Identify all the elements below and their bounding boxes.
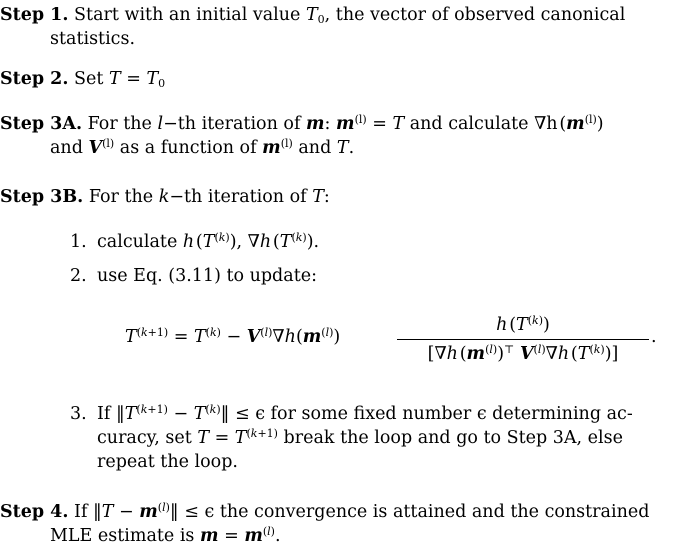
step-3a: Step 3A. For the l−th iteration of m: $m^{(l)} = T$ and calculate ∇h $(m^{(l)})$ and $V^{(l)}$ as a function of $m^{(l)}$ and T. xyxy=(0,113,604,158)
update-equation: $T^{(k+1)} = T^{(k)} - V^{(l)}\nabla h(m^{(l)})$ h $(T^{(k)})$ [∇h $(m^{(l)})^⊤$ $V^{(l)}\nabla h$ $(T^{(k)})$] . xyxy=(125,312,665,374)
step-3a-label: Step 3A. xyxy=(0,114,83,134)
step-1-text: Start with an initial value xyxy=(74,5,301,25)
step-1-line-2: statistics. xyxy=(50,29,136,49)
substep-1: 1. calculate h $(T^{(k)})$, ∇h $(T^{(k)})$. xyxy=(70,231,320,252)
step-1-label: Step 1. xyxy=(0,5,69,25)
step-4: Step 4. If ‖T − $m^{(l)}‖ \le \epsilon$ the convergence is attained and the constrained MLE estimate is $m = m^{(l)}$. xyxy=(0,501,650,546)
step-1: Step 1. Start with an initial value $T_0$, the vector of observed canonical statistics. xyxy=(0,3,685,51)
step-2-equation: T = T xyxy=(109,69,159,89)
substep-3: 3. If $‖T^{(k+1)}$ − $T^{(k)}‖ \le \epsilon$ for some fixed number ϵ determining ac- curacy, set $T = T^{(k+1)}$ break the loop and go to Step 3A, else repeat the loop. xyxy=(70,403,633,472)
substep-2: 2. use Eq. (3.11) to update: xyxy=(70,266,317,286)
step-3b-label: Step 3B. xyxy=(0,187,84,207)
equation-fraction: h $(T^{(k)})$ [∇h $(m^{(l)})^⊤$ $V^{(l)}\nabla h$ $(T^{(k)})$] xyxy=(397,312,649,367)
step-2: Step 2. Set $T = T_0$ xyxy=(0,69,166,90)
step-2-label: Step 2. xyxy=(0,69,69,89)
step-4-label: Step 4. xyxy=(0,502,69,522)
step-3b: Step 3B. For the k−th iteration of T: xyxy=(0,187,330,207)
